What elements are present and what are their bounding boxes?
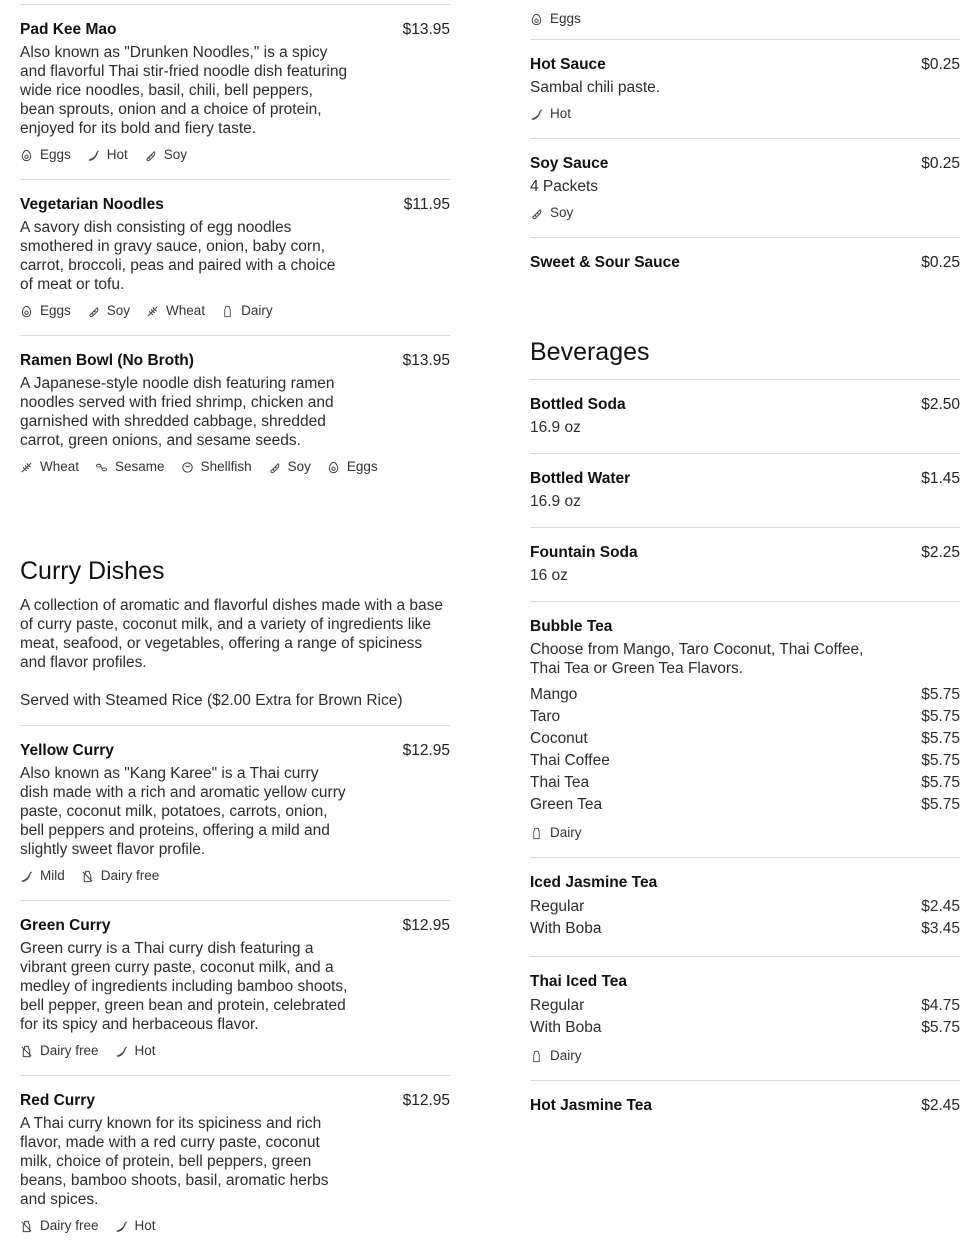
option-label: With Boba <box>530 1019 602 1036</box>
allergen-label: Sesame <box>115 459 165 474</box>
menu-item-description: Sambal chili paste. <box>530 79 661 96</box>
option-price: $5.75 <box>921 730 960 747</box>
option-label: With Boba <box>530 920 602 937</box>
allergen-label: Dairy free <box>40 1218 99 1233</box>
allergen-label: Dairy <box>241 303 273 318</box>
allergen-label: Soy <box>550 205 574 220</box>
milk-icon <box>530 1050 550 1063</box>
menu-item-name: Bottled Soda <box>530 396 626 413</box>
milk-icon <box>530 827 550 840</box>
menu-item-name: Soy Sauce <box>530 155 609 172</box>
menu-item[interactable] <box>530 40 960 139</box>
allergen-tag <box>20 146 71 164</box>
chili-icon <box>115 1045 135 1058</box>
allergen-tag <box>20 1042 99 1060</box>
menu-item[interactable] <box>20 180 450 336</box>
size-options <box>530 995 960 1039</box>
beverage-list <box>530 380 960 1123</box>
menu-item-description: Choose from Mango, Taro Coconut, Thai Coffee, Thai Tea or Green Tea Flavors. <box>530 641 864 677</box>
menu-item-header <box>530 1097 960 1115</box>
allergen-label: Shellfish <box>200 459 252 474</box>
menu-item[interactable] <box>530 238 960 280</box>
allergen-label: Hot <box>134 1218 156 1233</box>
option-row[interactable] <box>530 995 960 1017</box>
allergen-label: Soy <box>106 303 131 318</box>
menu-item-name: Thai Iced Tea <box>530 973 628 990</box>
allergen-tag <box>327 458 378 476</box>
menu-item-header <box>20 196 450 214</box>
allergen-tag <box>115 1217 156 1235</box>
menu-item-name: Fountain Soda <box>530 544 638 561</box>
dairy-free-icon <box>81 870 101 883</box>
option-price: $5.75 <box>921 708 960 725</box>
menu-item-name: Iced Jasmine Tea <box>530 874 658 891</box>
menu-item-header <box>20 21 450 39</box>
allergen-tags <box>530 824 960 847</box>
allergen-label: Wheat <box>40 459 80 474</box>
menu-item-description: A Thai curry known for its spiciness and rich flavor, made with a red curry paste, coconut milk, choice of protein, bell peppers, green beans, bamboo shoots, basil, aromatic herbs and spices. <box>20 1115 329 1208</box>
menu-item-name: Hot Sauce <box>530 56 606 73</box>
menu-item-price: $1.45 <box>921 470 960 487</box>
allergen-tag <box>530 824 582 842</box>
option-price: $5.75 <box>921 752 960 769</box>
menu-item[interactable] <box>20 901 450 1076</box>
menu-item-name: Hot Jasmine Tea <box>530 1097 653 1114</box>
menu-item[interactable] <box>20 336 450 491</box>
allergen-label: Wheat <box>166 303 206 318</box>
allergen-label: Soy <box>163 147 188 162</box>
menu-item-price: $2.50 <box>921 396 960 413</box>
allergen-tags <box>20 458 450 481</box>
option-price: $2.45 <box>921 898 960 915</box>
menu-item-description: 4 Packets <box>530 178 599 195</box>
sauce-list <box>530 40 960 280</box>
menu-item-name: Ramen Bowl (No Broth) <box>20 352 194 369</box>
menu-item-price: $2.25 <box>921 544 960 561</box>
menu-item-header <box>530 56 960 74</box>
allergen-tag <box>530 1047 582 1065</box>
menu-item-description: A savory dish consisting of egg noodles smothered in gravy sauce, onion, baby corn, carrot, broccoli, peas and paired with a choice of meat or tofu. <box>20 219 336 293</box>
allergen-label: Eggs <box>40 303 71 318</box>
menu-item-header <box>530 155 960 173</box>
menu-item[interactable] <box>530 528 960 602</box>
allergen-tag <box>87 146 128 164</box>
option-label: Green Tea <box>530 796 603 813</box>
allergen-tag <box>20 867 65 885</box>
option-row[interactable] <box>530 794 960 816</box>
dairy-free-icon <box>20 1045 40 1058</box>
allergen-label: Dairy free <box>40 1043 99 1058</box>
option-row[interactable] <box>530 706 960 728</box>
option-price: $5.75 <box>921 686 960 703</box>
menu-item[interactable] <box>530 858 960 957</box>
allergen-tags <box>530 105 960 128</box>
allergen-tag <box>268 458 311 476</box>
menu-item-header <box>20 917 450 935</box>
allergen-tag <box>115 1042 156 1060</box>
menu-item[interactable] <box>530 454 960 528</box>
option-label: Regular <box>530 898 585 915</box>
menu-item-header <box>20 1092 450 1110</box>
menu-item-header <box>20 352 450 370</box>
allergen-tags <box>20 1217 450 1240</box>
allergen-tags <box>20 867 450 890</box>
allergen-tags <box>530 204 960 227</box>
menu-item-description: Also known as "Kang Karee" is a Thai curry dish made with a rich and aromatic yellow curry paste, coconut milk, potatoes, carrots, onion, bell peppers and proteins, offering a mild and slightly sweet flavor profile. <box>20 765 346 858</box>
milk-icon <box>221 305 241 318</box>
allergen-label: Hot <box>550 106 572 121</box>
menu-item-price: $2.45 <box>921 1097 960 1114</box>
allergen-label: Soy <box>287 459 311 474</box>
option-row[interactable] <box>530 728 960 750</box>
menu-item-name: Red Curry <box>20 1092 95 1109</box>
menu-item-price: $0.25 <box>921 155 960 172</box>
menu-item-description: Also known as "Drunken Noodles," is a spicy and flavorful Thai stir-fried noodle dish featuring wide rice noodles, basil, chili, bell peppers, bean sprouts, onion and a choice of protein, enjoyed for its bold and fiery taste. <box>20 44 348 137</box>
soy-icon <box>87 305 107 318</box>
soy-icon <box>268 461 288 474</box>
dairy-free-icon <box>20 1220 40 1233</box>
wheat-icon <box>146 305 166 318</box>
menu-item-header <box>530 254 960 272</box>
allergen-tag <box>87 302 130 320</box>
menu-item-description: 16 oz <box>530 567 568 584</box>
allergen-tags <box>20 146 450 169</box>
menu-item-name: Pad Kee Mao <box>20 21 117 38</box>
menu-item[interactable] <box>20 726 450 901</box>
soy-icon <box>144 149 164 162</box>
allergen-tags <box>530 1047 960 1070</box>
menu-item-header <box>530 470 960 488</box>
allergen-tag <box>146 302 205 320</box>
menu-item[interactable] <box>20 5 450 180</box>
menu-item-name: Vegetarian Noodles <box>20 196 164 213</box>
menu-item-name: Bubble Tea <box>530 618 613 635</box>
allergen-tags <box>20 302 450 325</box>
allergen-label: Eggs <box>346 459 378 474</box>
menu-item-header <box>530 544 960 562</box>
curry-list <box>20 726 450 1250</box>
allergen-label: Dairy <box>550 1048 582 1063</box>
option-row[interactable] <box>530 750 960 772</box>
menu-item-price: $11.95 <box>403 196 450 213</box>
chili-icon <box>20 870 40 883</box>
menu-item-header <box>530 618 960 636</box>
curry-intro: A collection of aromatic and flavorful dishes made with a base of curry paste, coconut milk, and a variety of ingredients like meat, seafood, or vegetables, offering a range of spiciness and flavor profiles. <box>20 597 444 671</box>
option-label: Regular <box>530 997 585 1014</box>
menu-item-price: $12.95 <box>402 742 450 759</box>
menu-item-header <box>530 973 960 991</box>
menu-item-description: Green curry is a Thai curry dish featuring a vibrant green curry paste, coconut milk, and a medley of ingredients including bamboo shoots, bell pepper, green bean and protein, celebrated for its spicy and herbaceous flavor. <box>20 940 348 1033</box>
menu-item[interactable] <box>530 602 960 858</box>
menu-item[interactable] <box>530 1081 960 1123</box>
chili-icon <box>87 149 107 162</box>
soy-icon <box>530 207 550 220</box>
egg-icon <box>20 149 40 162</box>
right-column <box>530 0 960 1123</box>
allergen-tag <box>530 10 581 28</box>
allergen-tag <box>181 458 252 476</box>
menu-item-description: A Japanese-style noodle dish featuring ramen noodles served with fried shrimp, chicken and garnished with shredded cabbage, shredded carrot, green onions, and sesame seeds. <box>20 375 335 449</box>
menu-item[interactable] <box>530 139 960 238</box>
egg-icon <box>20 305 40 318</box>
menu-item-price: $0.25 <box>921 56 960 73</box>
wheat-icon <box>20 461 40 474</box>
curry-served-note: Served with Steamed Rice ($2.00 Extra for Brown Rice) <box>20 692 403 709</box>
menu-item[interactable] <box>530 957 960 1081</box>
menu-item-price: $12.95 <box>402 1092 450 1109</box>
size-options <box>530 896 960 940</box>
allergen-label: Dairy <box>550 825 582 840</box>
noodle-list <box>20 5 450 491</box>
menu-item-header <box>530 396 960 414</box>
menu-item-price: $13.95 <box>402 352 450 369</box>
allergen-tag <box>95 458 165 476</box>
allergen-tag <box>20 1217 99 1235</box>
allergen-label: Hot <box>134 1043 156 1058</box>
menu-item-price: $12.95 <box>402 917 450 934</box>
allergen-tag <box>20 458 79 476</box>
allergen-tag <box>221 302 273 320</box>
option-label: Coconut <box>530 730 588 747</box>
option-row[interactable] <box>530 684 960 706</box>
option-label: Thai Coffee <box>530 752 610 769</box>
allergen-label: Mild <box>40 868 65 883</box>
allergen-tag <box>530 105 571 123</box>
menu-item-name: Bottled Water <box>530 470 631 487</box>
menu-item[interactable] <box>530 380 960 454</box>
allergen-label: Eggs <box>550 11 581 26</box>
menu-item-description: 16.9 oz <box>530 493 581 510</box>
menu-item[interactable] <box>20 1076 450 1250</box>
allergen-tag <box>20 302 71 320</box>
menu-item-header <box>20 742 450 760</box>
option-price: $5.75 <box>921 796 960 813</box>
menu-item-name: Yellow Curry <box>20 742 114 759</box>
section-title-beverages: Beverages <box>530 338 650 366</box>
option-row[interactable] <box>530 772 960 794</box>
option-row[interactable] <box>530 918 960 940</box>
allergen-label: Hot <box>106 147 128 162</box>
sesame-icon <box>95 461 115 474</box>
option-label: Thai Tea <box>530 774 590 791</box>
allergen-label: Eggs <box>40 147 71 162</box>
option-price: $5.75 <box>921 774 960 791</box>
allergen-tags <box>20 1042 450 1065</box>
option-price: $4.75 <box>921 997 960 1014</box>
menu-item-price: $13.95 <box>402 21 450 38</box>
option-row[interactable] <box>530 1017 960 1039</box>
top-tags <box>530 10 960 40</box>
option-row[interactable] <box>530 896 960 918</box>
allergen-label: Dairy free <box>100 868 160 883</box>
menu-item-price: $0.25 <box>921 254 960 271</box>
size-options <box>530 684 960 816</box>
left-column <box>20 0 450 1250</box>
allergen-tag <box>530 204 573 222</box>
option-label: Mango <box>530 686 578 703</box>
menu-item-description: 16.9 oz <box>530 419 581 436</box>
chili-icon <box>530 108 550 121</box>
allergen-tag <box>144 146 187 164</box>
menu-item-name: Sweet & Sour Sauce <box>530 254 680 271</box>
shellfish-icon <box>181 461 201 474</box>
egg-icon <box>327 461 347 474</box>
option-price: $3.45 <box>921 920 960 937</box>
egg-icon <box>530 13 550 26</box>
option-price: $5.75 <box>921 1019 960 1036</box>
chili-icon <box>115 1220 135 1233</box>
allergen-tag <box>81 867 160 885</box>
option-label: Taro <box>530 708 561 725</box>
menu-item-name: Green Curry <box>20 917 111 934</box>
menu-item-header <box>530 874 960 892</box>
section-title-curry: Curry Dishes <box>20 557 165 585</box>
